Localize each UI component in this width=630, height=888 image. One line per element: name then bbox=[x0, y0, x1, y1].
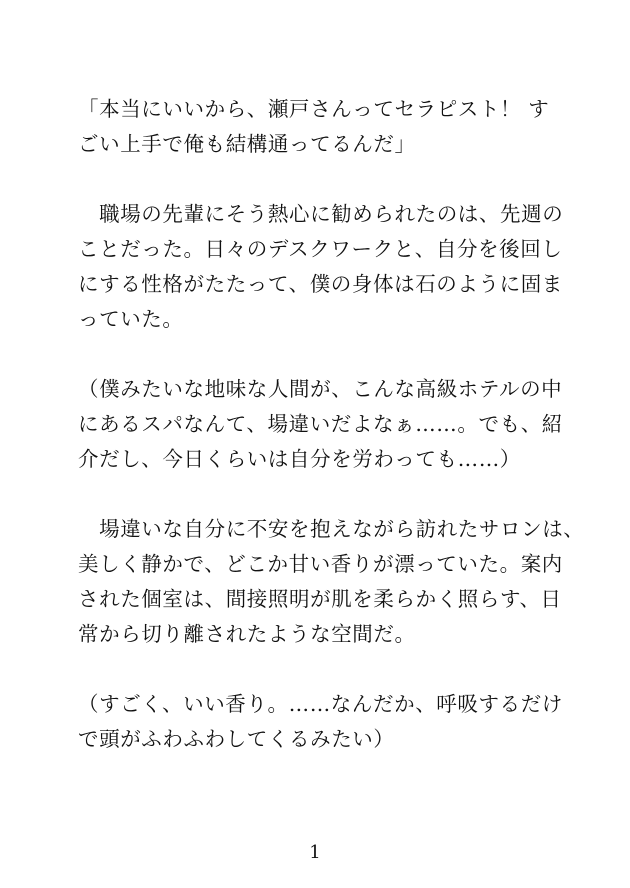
paragraph-dialogue-1 bbox=[78, 92, 578, 162]
text-line: された個室は、間接照明が肌を柔らかく照らす、日 bbox=[78, 587, 562, 611]
text-line: 「本当にいいから、瀬戸さんってセラピスト！ す bbox=[78, 97, 550, 121]
text-line: で頭がふわふわしてくるみたい） bbox=[78, 727, 395, 751]
text-line: 美しく静かで、どこか甘い香りが漂っていた。案内 bbox=[78, 552, 563, 576]
text-line: 介だし、今日くらいは自分を労わっても……） bbox=[78, 447, 521, 471]
text-line: にする性格がたたって、僕の身体は石のように固ま bbox=[78, 272, 563, 296]
text-line: 場違いな自分に不安を抱えながら訪れたサロンは、 bbox=[78, 517, 585, 541]
text-line: 職場の先輩にそう熱心に勧められたのは、先週の bbox=[78, 202, 564, 226]
paragraph-spacer bbox=[78, 162, 578, 197]
text-line: （すごく、いい香り。……なんだか、呼吸するだけ bbox=[78, 692, 563, 716]
paragraph-narration-1 bbox=[78, 197, 578, 337]
paragraph-spacer bbox=[78, 652, 578, 687]
text-line: っていた。 bbox=[78, 307, 184, 331]
body-text bbox=[78, 92, 585, 757]
text-line: ことだった。日々のデスクワークと、自分を後回し bbox=[78, 237, 563, 261]
text-line: （僕みたいな地味な人間が、こんな高級ホテルの中 bbox=[78, 377, 563, 401]
text-line: にあるスパなんて、場違いだよなぁ……。でも、紹 bbox=[78, 412, 563, 436]
text-line: ごい上手で俺も結構通ってるんだ」 bbox=[78, 132, 416, 156]
paragraph-spacer bbox=[78, 477, 578, 512]
text-line: 常から切り離されたような空間だ。 bbox=[78, 622, 416, 646]
paragraph-spacer bbox=[78, 337, 578, 372]
page-number: 1 bbox=[309, 842, 321, 863]
paragraph-thought-2 bbox=[78, 687, 578, 757]
paragraph-narration-2 bbox=[78, 512, 585, 652]
paragraph-thought-1 bbox=[78, 372, 578, 477]
